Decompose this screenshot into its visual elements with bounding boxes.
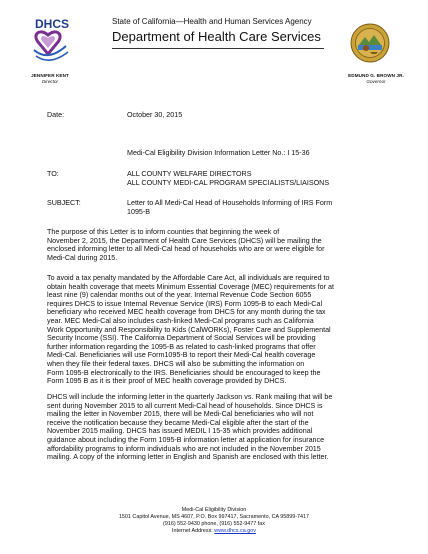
paragraph-line: further information regarding the 1095-B as related to cash-linked programs that offer bbox=[47, 342, 316, 351]
letter-number: Medi-Cal Eligibility Division Information Letter No.: I 15-36 bbox=[127, 149, 310, 157]
governor-block bbox=[346, 73, 406, 84]
header-rule bbox=[112, 48, 324, 49]
governor-title: Governor bbox=[366, 78, 386, 84]
footer-internet-label: Internet Address: bbox=[172, 528, 215, 534]
director-title: Director bbox=[41, 78, 59, 84]
paragraph-line: obtain health coverage that meets Minimum Essential Coverage (MEC) requirements for at bbox=[47, 282, 334, 291]
director-block bbox=[20, 73, 80, 84]
paragraph-tax-penalty bbox=[47, 274, 385, 386]
paragraph-line: mailing. A copy of the informing letter in English and Spanish are enclosed with this letter. bbox=[47, 453, 329, 462]
paragraph-mailing bbox=[47, 393, 385, 462]
subject-label: SUBJECT: bbox=[47, 199, 81, 207]
footer-phone: (916) 552-9430 phone, (916) 552-9477 fax bbox=[163, 521, 265, 527]
paragraph-line: receive the notification because they became Medi-Cal eligible after the start of the bbox=[47, 418, 309, 427]
california-state-seal-icon bbox=[350, 23, 390, 63]
paragraph-line: Medi-Cal during 2015. bbox=[47, 253, 118, 262]
subject-line-2: 1095-B bbox=[127, 208, 151, 216]
paragraph-line: sent during November 2015 to all current Medi-Cal head of households. Since DHCS is bbox=[47, 401, 323, 410]
date-label: Date: bbox=[47, 111, 65, 119]
dhcs-logo bbox=[30, 16, 78, 66]
paragraph-line: affordability programs to inform individuals who are not included in the November 2015 bbox=[47, 444, 321, 453]
paragraph-purpose bbox=[47, 228, 385, 262]
director-name: JENNIFER KENT bbox=[31, 73, 69, 78]
svg-text:DHCS: DHCS bbox=[35, 17, 70, 31]
paragraph-line: November 2, 2015, the Department of Health Care Services (DHCS) will be mailing the bbox=[47, 236, 322, 245]
department-name: Department of Health Care Services bbox=[112, 29, 321, 44]
paragraph-line: enclosed informing letter to all Medi-Cal head of households who are or were eligible for bbox=[47, 245, 325, 254]
paragraph-line: when they file their federal taxes. DHCS will also be submitting the information on bbox=[47, 359, 305, 368]
footer-internet bbox=[0, 528, 428, 535]
to-line-1: ALL COUNTY WELFARE DIRECTORS bbox=[127, 170, 252, 178]
paragraph-line: To avoid a tax penalty mandated by the Affordable Care Act, all individuals are required to bbox=[47, 274, 330, 282]
paragraph-line: beneficiary who received MEC health coverage from DHCS for any month during the tax bbox=[47, 308, 326, 317]
paragraph-line: requires DHCS to issue Internal Revenue Service (IRS) Form 1095-B to each Medi-Cal bbox=[47, 299, 323, 308]
paragraph-line: Medi-Cal. Beneficiaries will use Form1095-B to report their Medi-Cal health coverage bbox=[47, 351, 316, 360]
agency-name: State of California—Health and Human Services Agency bbox=[112, 17, 312, 26]
dhcs-logo-mark-icon bbox=[30, 16, 78, 66]
footer-address: 1501 Capitol Avenue, MS 4607, P.O. Box 997417, Sacramento, CA 95899-7417 bbox=[118, 514, 310, 520]
date-value: October 30, 2015 bbox=[127, 111, 183, 119]
subject-line-1: Letter to All Medi-Cal Head of Households Informing of IRS Form bbox=[127, 199, 333, 207]
governor-name: EDMUND G. BROWN JR. bbox=[348, 73, 404, 78]
paragraph-line: The purpose of this Letter is to inform counties that beginning the week of bbox=[47, 228, 280, 236]
paragraph-line: least nine (9) calendar months out of the year. Internal Revenue Code Section 6055 bbox=[47, 291, 312, 300]
paragraph-line: Form 1095-B electronically to the IRS. Beneficiaries should be encouraged to keep the bbox=[47, 368, 321, 377]
paragraph-line: Security Income (SSI). The California Department of Social Services will be providing bbox=[47, 334, 316, 343]
paragraph-line: November 2015 mailing. DHCS has issued MEDIL I 15-35 which provides additional bbox=[47, 427, 313, 436]
to-line-2: ALL COUNTY MEDI-CAL PROGRAM SPECIALISTS/LIAISONS bbox=[127, 179, 330, 187]
paragraph-line: year. MEC Medi-Cal also includes cash-linked Medi-Cal programs such as California bbox=[47, 316, 314, 325]
letter-footer bbox=[0, 507, 428, 535]
paragraph-line: Work Opportunity and Responsibility to Kids (CalWORKs), Foster Care and Supplemental bbox=[47, 325, 331, 334]
footer-division: Medi-Cal Eligibility Division bbox=[181, 507, 247, 513]
paragraph-line: DHCS will include the informing letter in the quarterly Jackson vs. Rank mailing that will be bbox=[47, 393, 333, 401]
paragraph-line: mailing the letter in November 2015, there will be Medi-Cal beneficiaries who will not bbox=[47, 410, 314, 419]
website-link[interactable]: www.dhcs.ca.gov bbox=[214, 528, 256, 534]
paragraph-line: guidance about including the Form 1095-B information letter at application for insurance bbox=[47, 435, 325, 444]
to-label: TO: bbox=[47, 170, 59, 178]
paragraph-line: Form 1095 B as it is their proof of MEC health coverage provided by DHCS. bbox=[47, 377, 287, 386]
